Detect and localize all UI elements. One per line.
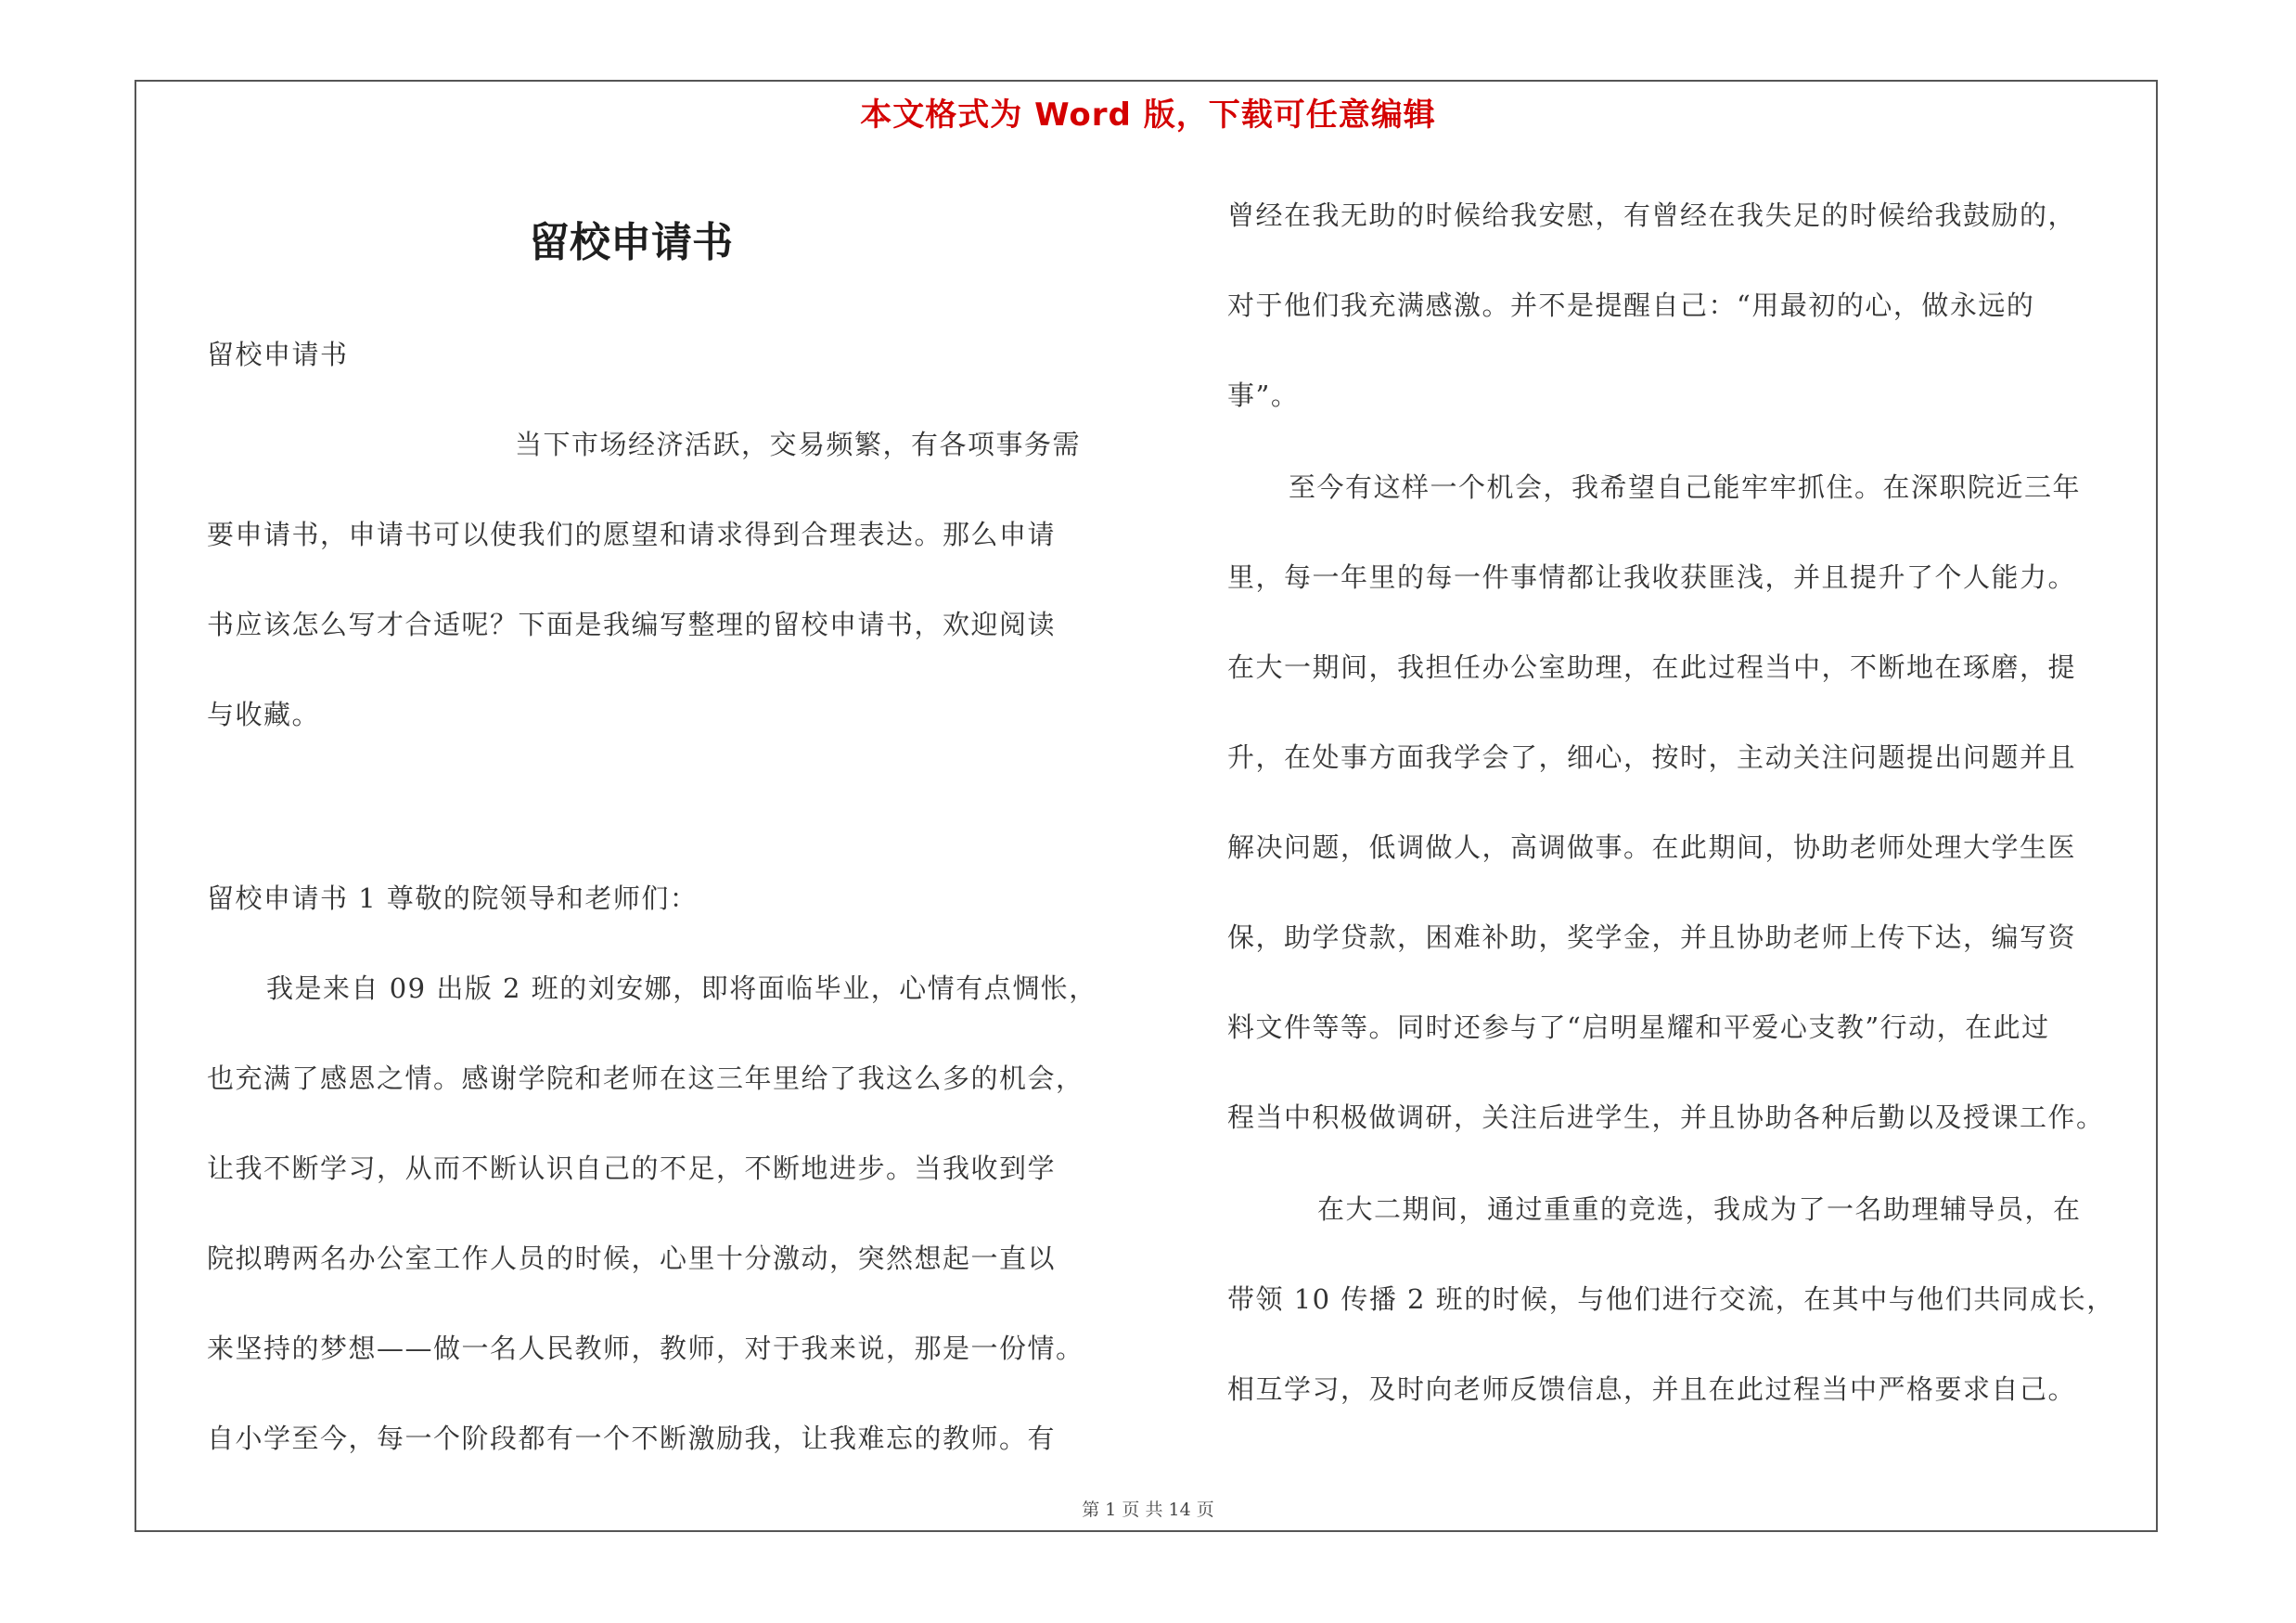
right-line: 升，在处事方面我学会了，细心，按时，主动关注问题提出问题并且 — [1227, 741, 2077, 773]
left-line: 要申请书，申请书可以使我们的愿望和请求得到合理表达。那么申请 — [207, 519, 1057, 550]
right-line: 曾经在我无助的时候给我安慰，有曾经在我失足的时候给我鼓励的， — [1227, 200, 2077, 231]
right-line: 对于他们我充满感激。并不是提醒自己：“用最初的心，做永远的 — [1227, 290, 2035, 321]
right-line: 解决问题，低调做人，高调做事。在此期间，协助老师处理大学生医 — [1227, 831, 2077, 863]
left-line: 来坚持的梦想——做一名人民教师，教师，对于我来说，那是一份情。 — [207, 1333, 1084, 1364]
page-number: 第 1 页 共 14 页 — [1082, 1500, 1214, 1520]
right-line: 程当中积极做调研，关注后进学生，并且协助各种后勤以及授课工作。 — [1227, 1101, 2105, 1133]
left-line: 自小学至今，每一个阶段都有一个不断激励我，让我难忘的教师。有 — [207, 1423, 1057, 1454]
left-line: 书应该怎么写才合适呢？下面是我编写整理的留校申请书，欢迎阅读 — [207, 609, 1057, 640]
right-line: 料文件等等。同时还参与了“启明星耀和平爱心支教”行动，在此过 — [1227, 1011, 2050, 1043]
right-line: 相互学习，及时向老师反馈信息，并且在此过程当中严格要求自己。 — [1227, 1373, 2077, 1405]
right-line: 保，助学贷款，困难补助，奖学金，并且协助老师上传下达，编写资 — [1227, 921, 2077, 953]
right-line: 至今有这样一个机会，我希望自己能牢牢抓住。在深职院近三年 — [1289, 471, 2082, 503]
left-line: 院拟聘两名办公室工作人员的时候，心里十分激动，突然想起一直以 — [207, 1243, 1057, 1274]
left-line: 我是来自 09 出版 2 班的刘安娜，即将面临毕业，心情有点惆怅， — [266, 973, 1097, 1004]
left-line: 让我不断学习，从而不断认识自己的不足，不断地进步。当我收到学 — [207, 1153, 1057, 1184]
right-line: 在大二期间，通过重重的竞选，我成为了一名助理辅导员，在 — [1317, 1193, 2082, 1225]
right-line: 在大一期间，我担任办公室助理，在此过程当中，不断地在琢磨，提 — [1227, 651, 2077, 683]
left-line: 留校申请书 1 尊敬的院领导和老师们： — [207, 882, 699, 914]
document-title: 留校申请书 — [529, 219, 733, 266]
left-line: 也充满了感恩之情。感谢学院和老师在这三年里给了我这么多的机会， — [207, 1063, 1084, 1094]
left-line: 留校申请书 — [207, 339, 349, 370]
word-format-banner: 本文格式为 Word 版，下载可任意编辑 — [860, 97, 1436, 134]
left-line: 与收藏。 — [207, 699, 321, 730]
left-line: 当下市场经济活跃，交易频繁，有各项事务需 — [515, 429, 1082, 460]
right-line: 带领 10 传播 2 班的时候，与他们进行交流，在其中与他们共同成长， — [1227, 1283, 2115, 1315]
right-line: 里，每一年里的每一件事情都让我收获匪浅，并且提升了个人能力。 — [1227, 561, 2077, 593]
right-line: 事”。 — [1227, 380, 1300, 411]
